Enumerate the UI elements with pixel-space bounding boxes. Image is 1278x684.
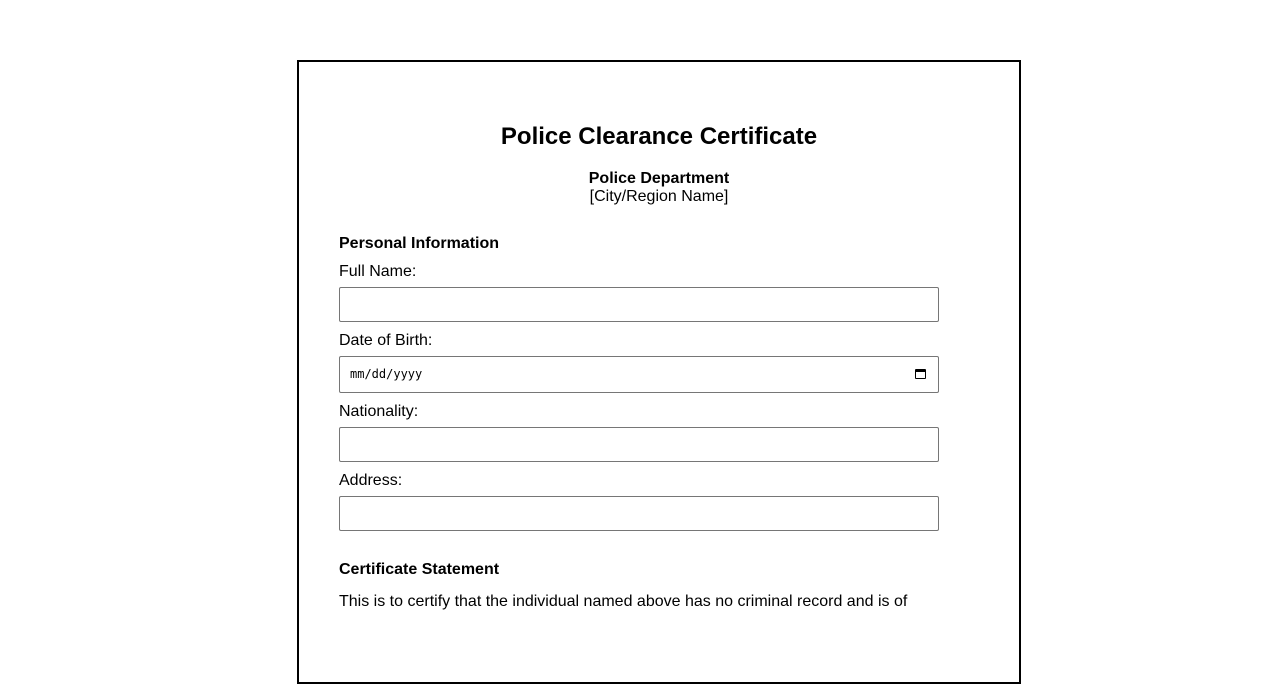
address-label: Address: xyxy=(339,472,403,489)
nationality-label: Nationality: xyxy=(339,403,419,420)
certificate-title: Police Clearance Certificate xyxy=(500,123,818,150)
date-of-birth-label: Date of Birth: xyxy=(339,332,433,349)
nationality-input[interactable] xyxy=(339,427,939,462)
department-name: Police Department xyxy=(588,170,730,187)
certificate-document xyxy=(297,60,1021,684)
department-block xyxy=(339,170,979,206)
date-of-birth-input[interactable] xyxy=(339,356,939,393)
address-input[interactable] xyxy=(339,496,939,531)
date-of-birth-placeholder: mm/dd/yyyy xyxy=(350,367,423,381)
full-name-input[interactable] xyxy=(339,287,939,322)
certificate-statement-heading: Certificate Statement xyxy=(339,561,500,578)
region-name: [City/Region Name] xyxy=(589,188,729,205)
full-name-label: Full Name: xyxy=(339,263,417,280)
calendar-icon[interactable] xyxy=(915,369,926,379)
certificate-statement-text: This is to certify that the individual named above has no criminal record and is of xyxy=(339,593,908,610)
personal-information-heading: Personal Information xyxy=(339,235,500,252)
